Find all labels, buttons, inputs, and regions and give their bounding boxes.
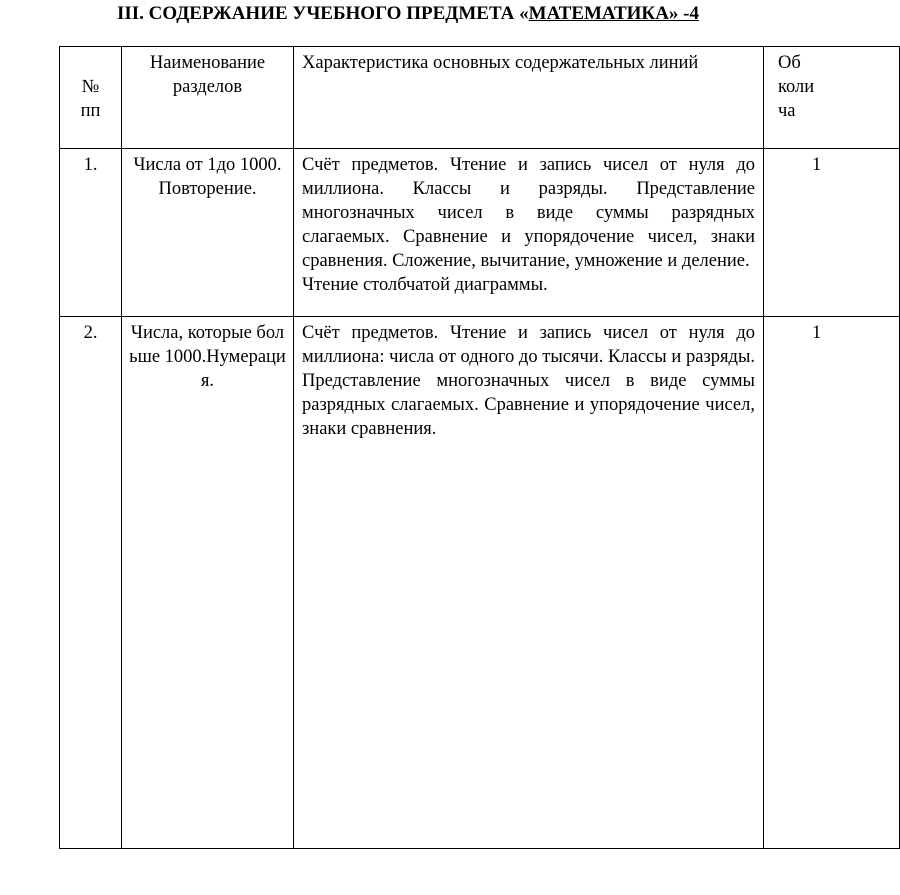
header-section-name: Наименование разделов (122, 47, 294, 149)
header-number (60, 47, 122, 149)
header-number-symbol: № (81, 77, 100, 97)
table-row (60, 149, 900, 317)
page-title-subject: МАТЕМАТИКА» -4 (528, 3, 699, 24)
row-description (294, 149, 764, 317)
header-hours-line-2: коли (778, 77, 815, 97)
row-hours: 1 (764, 317, 900, 849)
row-number: 2. (60, 317, 122, 849)
header-hours (764, 47, 900, 149)
header-hours-line-1: Об (778, 53, 801, 73)
row-number: 1. (60, 149, 122, 317)
page-title (0, 2, 816, 26)
header-description: Характеристика основных содержательных линий (294, 47, 764, 149)
page-title-prefix: III. СОДЕРЖАНИЕ УЧЕБНОГО ПРЕДМЕТА « (116, 3, 529, 24)
row-section-name: Числа от 1до 1000.Повторение. (122, 149, 294, 317)
row-description-extra: Чтение столбчатой диаграммы. (302, 275, 548, 295)
table-header-row (60, 47, 900, 149)
row-description-main: Счёт предметов. Чтение и запись чисел от нуля до миллиона: числа от одного до тысячи. Классы и разряды. Представление многозначных чисел в виде суммы разрядных слагаемых. Сравнение и упорядочение чисел, знаки сравнения. (302, 323, 755, 439)
content-table (59, 46, 900, 849)
header-hours-line-3: ча (778, 101, 796, 121)
row-description (294, 317, 764, 849)
row-description-main: Счёт предметов. Чтение и запись чисел от нуля до миллиона. Классы и разряды. Представление многозначных чисел в виде суммы разрядных слагаемых. Сравнение и упорядочение чисел, знаки сравнения. Сложение, вычитание, умножение и деление. (302, 155, 755, 271)
header-number-abbr: пп (80, 101, 101, 121)
table-row (60, 317, 900, 849)
row-section-name: Числа, которые больше 1000.Нумерация. (122, 317, 294, 849)
row-hours: 1 (764, 149, 900, 317)
